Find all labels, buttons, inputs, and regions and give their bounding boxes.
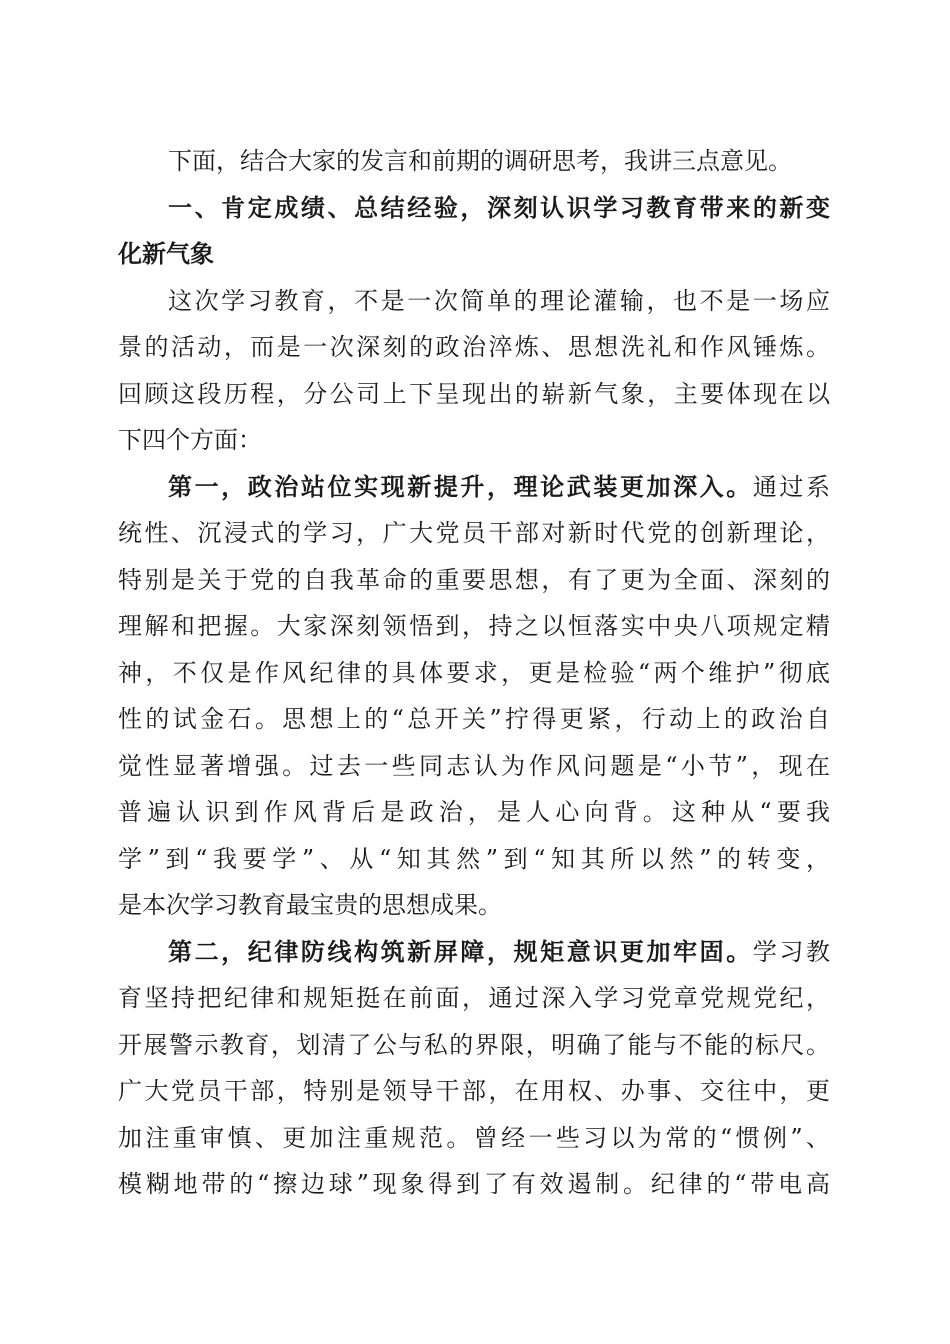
point2-line: 开展警示教育，划清了公与私的界限，明确了能与不能的标尺。: [118, 1030, 830, 1059]
point1-line: 神，不仅是作风纪律的具体要求，更是检验“两个维护”彻底: [118, 658, 830, 687]
document-body: [118, 138, 830, 1208]
point1-line: 觉性显著增强。过去一些同志认为作风问题是“小节”，现在: [118, 751, 830, 780]
point1-line: 统性、沉浸式的学习，广大党员干部对新时代党的创新理论，: [118, 519, 830, 547]
point1-subhead: 第一，政治站位实现新提升，理论武装更加深入。: [168, 471, 753, 501]
point2-first-line: [118, 929, 830, 976]
point1-line: 特别是关于党的自我革命的重要思想，有了更为全面、深刻的: [118, 565, 830, 594]
para1-line-2: 景的活动，而是一次深刻的政治淬炼、思想洗礼和作风锤炼。: [118, 333, 830, 361]
point1-line: 性的试金石。思想上的“总开关”拧得更紧，行动上的政治自: [118, 705, 830, 733]
section-heading-line-2: 化新气象: [118, 240, 214, 268]
intro-paragraph: 下面，结合大家的发言和前期的调研思考，我讲三点意见。: [168, 147, 792, 175]
point1-first-line: [118, 464, 830, 511]
point2-line: 广大党员干部，特别是领导干部，在用权、办事、交往中，更: [118, 1077, 830, 1105]
point1-line: 普遍认识到作风背后是政治，是人心向背。这种从“要我: [118, 798, 830, 826]
point2-line: 育坚持把纪律和规矩挺在前面，通过深入学习党章党规党纪，: [118, 984, 830, 1012]
point2-line: 加注重审慎、更加注重规范。曾经一些习以为常的“惯例”、: [118, 1123, 830, 1152]
point2-first-line-rest: 学习教: [752, 937, 831, 966]
section-heading-line-1: 一、肯定成绩、总结经验，深刻认识学习教育带来的新变: [168, 193, 830, 222]
point1-first-line-rest: 通过系: [752, 472, 831, 501]
point2-subhead: 第二，纪律防线构筑新屏障，规矩意识更加牢固。: [168, 936, 753, 966]
para1-line-4: 下四个方面：: [118, 426, 262, 454]
para1-line-1: 这次学习教育，不是一次简单的理论灌输，也不是一场应: [168, 286, 830, 315]
point2-line: 模糊地带的“擦边球”现象得到了有效遏制。纪律的“带电高: [118, 1170, 830, 1198]
point1-line: 理解和把握。大家深刻领悟到，持之以恒落实中央八项规定精: [118, 612, 830, 640]
para1-line-3: 回顾这段历程，分公司上下呈现出的崭新气象，主要体现在以: [118, 379, 830, 408]
point1-line: 学”到“我要学”、从“知其然”到“知其所以然”的转变，: [118, 844, 830, 873]
point1-line: 是本次学习教育最宝贵的思想成果。: [118, 891, 502, 919]
